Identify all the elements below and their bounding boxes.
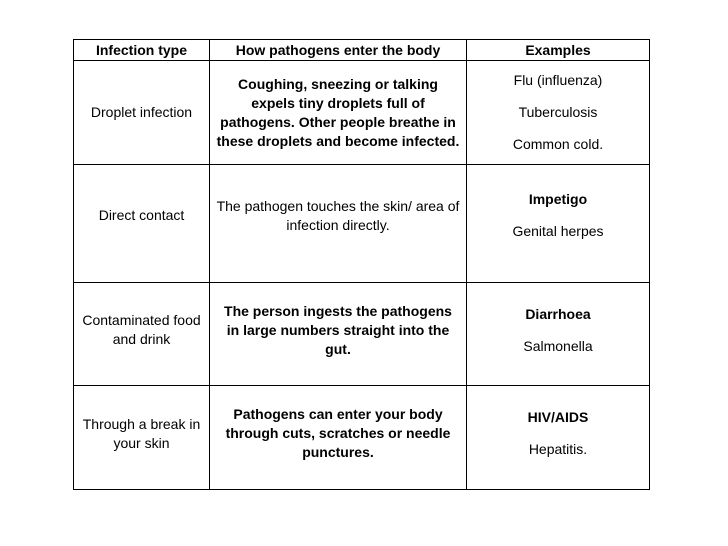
- how-text: Coughing, sneezing or talking expels tiny droplets full of pathogens. Other people breathe in these droplets and become infected.: [216, 75, 460, 149]
- example-item: Salmonella: [523, 337, 593, 354]
- infection-table: [73, 39, 650, 490]
- header-infection-type: Infection type: [74, 40, 210, 61]
- infection-type-text: Through a break in your skin: [82, 415, 201, 451]
- example-item: Common cold.: [512, 136, 604, 152]
- how-text: The person ingests the pathogens in large numbers straight into the gut.: [224, 302, 452, 357]
- header-how-pathogens-enter: How pathogens enter the body: [210, 40, 467, 61]
- infection-type-cell: Droplet infection: [74, 61, 210, 165]
- examples-cell: [467, 283, 650, 386]
- example-item: Flu (influenza): [513, 72, 603, 88]
- example-item: Hepatitis.: [528, 441, 588, 457]
- how-cell: [210, 386, 467, 490]
- table-row: [74, 61, 650, 165]
- example-item: Impetigo: [528, 191, 588, 207]
- examples-cell: [467, 61, 650, 165]
- table-row: [74, 386, 650, 490]
- how-cell: [210, 165, 467, 283]
- table-row: [74, 283, 650, 386]
- how-text: Pathogens can enter your body through cuts, scratches or needle punctures.: [225, 406, 451, 460]
- example-item: Genital herpes: [512, 223, 604, 239]
- how-cell: [210, 283, 467, 386]
- how-text: The pathogen touches the skin/ area of infection directly.: [216, 197, 460, 233]
- example-item: Diarrhoea: [525, 305, 591, 322]
- example-item: Tuberculosis: [518, 104, 598, 120]
- infection-table-container: [73, 39, 649, 490]
- table-header-row: [74, 40, 650, 61]
- examples-cell: [467, 165, 650, 283]
- infection-type-cell: [74, 386, 210, 490]
- examples-cell: [467, 386, 650, 490]
- table-row: [74, 165, 650, 283]
- infection-type-cell: [74, 165, 210, 283]
- infection-type-cell: [74, 283, 210, 386]
- header-examples: Examples: [467, 40, 650, 61]
- how-cell: [210, 61, 467, 165]
- infection-type-text: Direct contact: [98, 207, 185, 223]
- example-item: HIV/AIDS: [527, 409, 589, 425]
- infection-type-text: Contaminated food and drink: [82, 312, 201, 347]
